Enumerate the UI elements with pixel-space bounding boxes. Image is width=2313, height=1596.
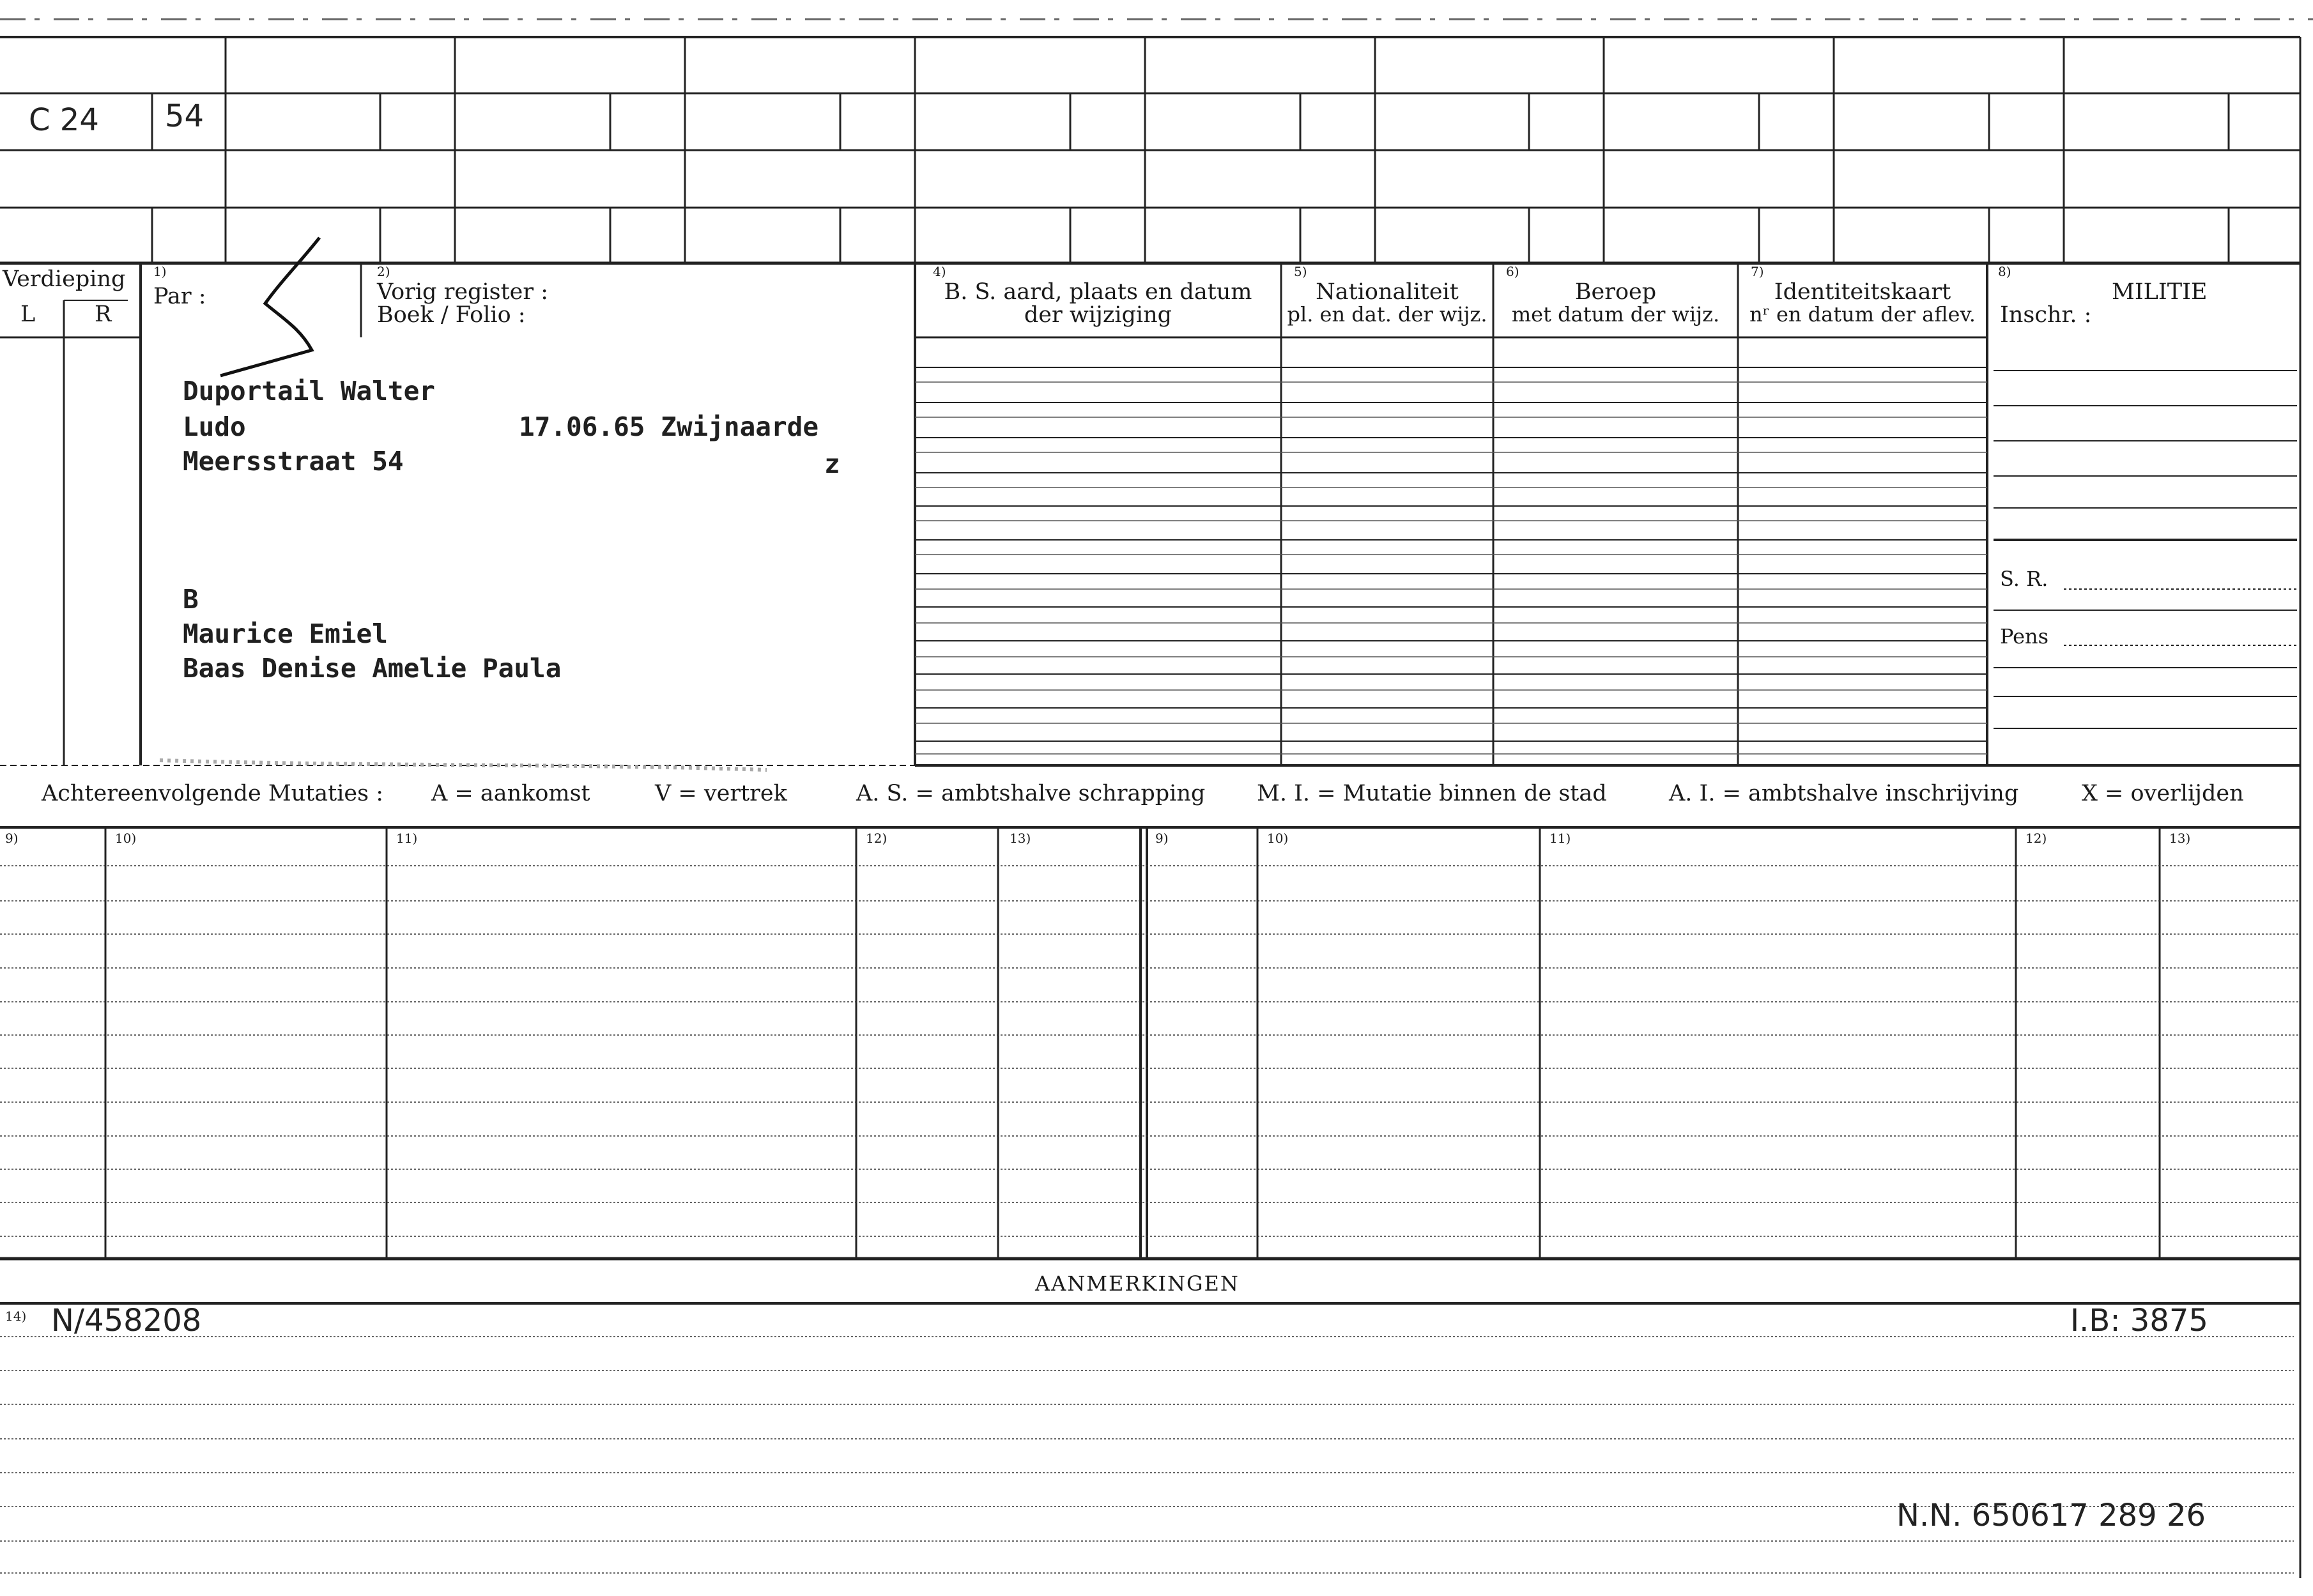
mutation-right-col-13: 13) xyxy=(2169,831,2191,846)
vorig-register-number: 2) xyxy=(377,264,390,279)
mutation-left-col-9: 9) xyxy=(5,831,19,846)
verdieping-right-label: R xyxy=(95,302,112,327)
beroep-subheading: met datum der wijz. xyxy=(1511,302,1720,326)
remarks-number: 14) xyxy=(5,1308,27,1324)
legend-ambtshalve-inschrijving: A. I. = ambtshalve inschrijving xyxy=(1669,781,2019,806)
nationaliteit-subheading: pl. en dat. der wijz. xyxy=(1287,302,1487,326)
militie-heading: MILITIE xyxy=(2112,279,2208,305)
handwritten-code: C 24 xyxy=(29,102,99,138)
nationaliteit-heading: Nationaliteit xyxy=(1316,279,1459,305)
mutation-left-col-13: 13) xyxy=(1010,831,1031,846)
par-label: Par : xyxy=(153,284,206,309)
person-mark: z xyxy=(824,449,840,479)
beroep-number: 6) xyxy=(1506,264,1519,279)
legend-overlijden: X = overlijden xyxy=(2082,781,2244,806)
legend-aankomst: A = aankomst xyxy=(431,781,590,806)
beroep-heading: Beroep xyxy=(1574,279,1657,305)
remarks-title: AANMERKINGEN xyxy=(1035,1271,1240,1296)
verdieping-left-label: L xyxy=(20,302,36,327)
vorig-register-label: Vorig register : xyxy=(377,279,549,305)
verdieping-label: Verdieping xyxy=(3,266,126,292)
identiteitskaart-number: 7) xyxy=(1751,264,1764,279)
legend-title: Achtereenvolgende Mutaties : xyxy=(42,781,383,806)
bs-heading: B. S. aard, plaats en datum xyxy=(944,279,1252,305)
legend-vertrek: V = vertrek xyxy=(655,781,787,806)
identiteitskaart-subheading: nʳ en datum der aflev. xyxy=(1749,302,1976,326)
boek-folio-label: Boek / Folio : xyxy=(377,302,526,328)
person-birth: 17.06.65 Zwijnaarde xyxy=(519,411,818,442)
militie-inschr-label: Inschr. : xyxy=(2000,302,2092,328)
bs-number: 4) xyxy=(933,264,946,279)
remarks-nn-number: N.N. 650617 289 26 xyxy=(1896,1498,2206,1533)
person-name-line2: Ludo xyxy=(183,411,246,442)
nationaliteit-number: 5) xyxy=(1294,264,1307,279)
militie-number: 8) xyxy=(1998,264,2011,279)
mutation-right-col-10: 10) xyxy=(1267,831,1289,846)
person-address: Meersstraat 54 xyxy=(183,446,404,477)
person-father: Maurice Emiel xyxy=(183,618,388,649)
remarks-ib-number: I.B: 3875 xyxy=(2070,1303,2208,1339)
remarks-file-number: N/458208 xyxy=(51,1303,202,1339)
bs-subheading: der wijziging xyxy=(1024,302,1172,328)
mutation-right-col-12: 12) xyxy=(2025,831,2047,846)
militie-pens-label: Pens xyxy=(2000,624,2049,648)
legend-ambtshalve-schrapping: A. S. = ambtshalve schrapping xyxy=(856,781,1206,806)
mutation-left-col-10: 10) xyxy=(115,831,137,846)
mutation-right-col-9: 9) xyxy=(1155,831,1169,846)
handwritten-number: 54 xyxy=(165,98,204,134)
mutation-right-col-11: 11) xyxy=(1549,831,1571,846)
mutation-left-col-11: 11) xyxy=(396,831,418,846)
par-number: 1) xyxy=(153,264,167,279)
legend-mutatie-binnen-stad: M. I. = Mutatie binnen de stad xyxy=(1257,781,1607,806)
mutation-left-col-12: 12) xyxy=(866,831,888,846)
militie-sr-label: S. R. xyxy=(2000,567,2048,591)
person-name-line1: Duportail Walter xyxy=(183,376,435,406)
person-b-label: B xyxy=(183,584,199,615)
person-mother: Baas Denise Amelie Paula xyxy=(183,653,562,684)
identiteitskaart-heading: Identiteitskaart xyxy=(1774,279,1951,305)
